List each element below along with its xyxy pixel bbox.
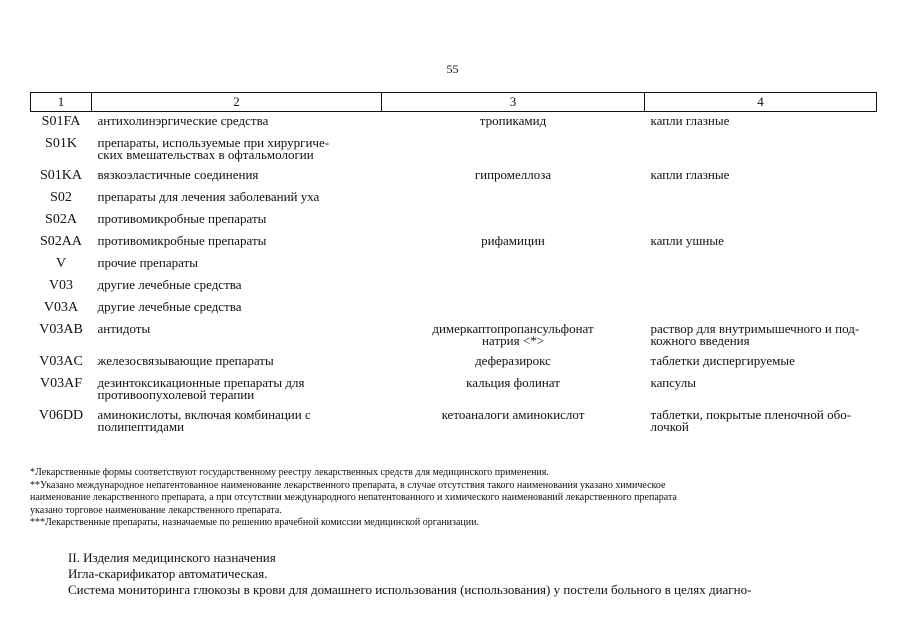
table-row: [31, 188, 877, 210]
dosage-form-cell: капли ушные: [650, 233, 724, 248]
atc-code-cell: V03: [48, 278, 74, 293]
dosage-form-cell: капли глазные: [650, 113, 730, 128]
dosage-form-cell: раствор для внутримышечного и под- кожного введения: [650, 321, 860, 348]
table-row: [31, 276, 877, 298]
atc-code-cell: V03AB: [39, 322, 83, 337]
group-name-cell: препараты, используемые при хирургиче- ских вмешательствах в офтальмологии: [97, 135, 330, 162]
group-name-cell: железосвязывающие препараты: [97, 353, 274, 368]
inn-name-cell: рифамицин: [481, 233, 545, 248]
footnote-line: **Указано международное непатентованное наименование лекарственного препарата, в случае отсутствия такого наименования указано химическое: [30, 479, 666, 491]
group-name-cell: другие лечебные средства: [97, 277, 242, 292]
group-name-cell: препараты для лечения заболеваний уха: [97, 189, 320, 204]
inn-name-cell: [382, 254, 645, 276]
dosage-form-cell: [645, 254, 877, 276]
footnote-line: наименование лекарственного препарата, а при отсутствии международного непатентованного и химического наименований лекарственного препарата: [30, 492, 677, 503]
dosage-form-cell: [645, 188, 877, 210]
atc-code-cell: V03AC: [39, 354, 83, 369]
group-name-cell: антидоты: [97, 321, 151, 336]
inn-name-cell: кетоаналоги аминокислот: [441, 407, 585, 422]
group-name-cell: антихолинэргические средства: [97, 113, 269, 128]
dosage-form-cell: [645, 134, 877, 166]
dosage-form-cell: [645, 210, 877, 232]
atc-code-cell: S02: [50, 190, 72, 205]
inn-name-cell: [382, 276, 645, 298]
page-number: 55: [446, 62, 459, 76]
group-name-cell: противомикробные препараты: [97, 211, 267, 226]
dosage-form-cell: капли глазные: [650, 167, 730, 182]
table-row: [31, 374, 877, 406]
dosage-form-cell: таблетки, покрытые пленочной обо- лочкой: [650, 407, 852, 434]
inn-name-cell: гипромеллоза: [474, 167, 552, 182]
inn-name-cell: [382, 134, 645, 166]
section-line: Система мониторинга глюкозы в крови для домашнего использования (использования) у постели больного в целях диагно-: [68, 582, 752, 597]
column-header-3: 3: [382, 93, 645, 112]
atc-code-cell: S02AA: [39, 234, 82, 249]
group-name-cell: дезинтоксикационные препараты для противоопухолевой терапии: [97, 375, 305, 402]
dosage-form-cell: капсулы: [650, 375, 696, 390]
table-row: [31, 352, 877, 374]
table-row: [31, 210, 877, 232]
column-header-2: 2: [92, 93, 382, 112]
table-row: [31, 320, 877, 352]
atc-code-cell: S02A: [45, 212, 77, 227]
section-heading: II. Изделия медицинского назначения: [68, 550, 276, 565]
table-row: [31, 254, 877, 276]
drug-table: [30, 92, 877, 438]
inn-name-cell: [382, 188, 645, 210]
footnote-line: *Лекарственные формы соответствуют государственному реестру лекарственных средств для медицинского применения.: [30, 467, 549, 478]
inn-name-cell: тропикамид: [479, 113, 547, 128]
atc-code-cell: S01K: [45, 136, 77, 151]
group-name-cell: другие лечебные средства: [97, 299, 242, 314]
column-header-4: 4: [645, 93, 877, 112]
inn-name-cell: деферазирокс: [475, 353, 551, 368]
table-row: [31, 406, 877, 438]
footnote-line: ***Лекарственные препараты, назначаемые по решению врачебной комиссии медицинской организации.: [30, 517, 479, 528]
atc-code-cell: V03A: [43, 300, 79, 315]
table-row: [31, 166, 877, 188]
inn-name-cell: [382, 298, 645, 320]
column-header-1: 1: [31, 93, 92, 112]
atc-code-cell: V: [55, 256, 67, 271]
group-name-cell: аминокислоты, включая комбинации с полипептидами: [97, 407, 311, 434]
inn-name-cell: [382, 210, 645, 232]
table-row: [31, 134, 877, 166]
table-row: [31, 298, 877, 320]
section-line: Игла-скарификатор автоматическая.: [68, 566, 268, 581]
footnotes: [30, 467, 880, 530]
group-name-cell: вязкоэластичные соединения: [97, 167, 259, 182]
section-medical-devices: [68, 550, 888, 598]
dosage-form-cell: [645, 276, 877, 298]
group-name-cell: прочие препараты: [97, 255, 198, 270]
inn-name-cell: димеркаптопропансульфонат натрия <*>: [432, 321, 594, 348]
dosage-form-cell: таблетки диспергируемые: [650, 353, 795, 368]
dosage-form-cell: [645, 298, 877, 320]
atc-code-cell: V03AF: [39, 376, 82, 391]
table-row: [31, 232, 877, 254]
table-row: [31, 112, 877, 135]
table-header-row: [31, 93, 877, 112]
footnote-line: указано торговое наименование лекарственного препарата.: [30, 504, 282, 516]
atc-code-cell: S01KA: [39, 168, 82, 183]
atc-code-cell: V06DD: [38, 408, 84, 423]
group-name-cell: противомикробные препараты: [97, 233, 267, 248]
inn-name-cell: кальция фолинат: [466, 375, 560, 390]
atc-code-cell: S01FA: [41, 114, 81, 129]
